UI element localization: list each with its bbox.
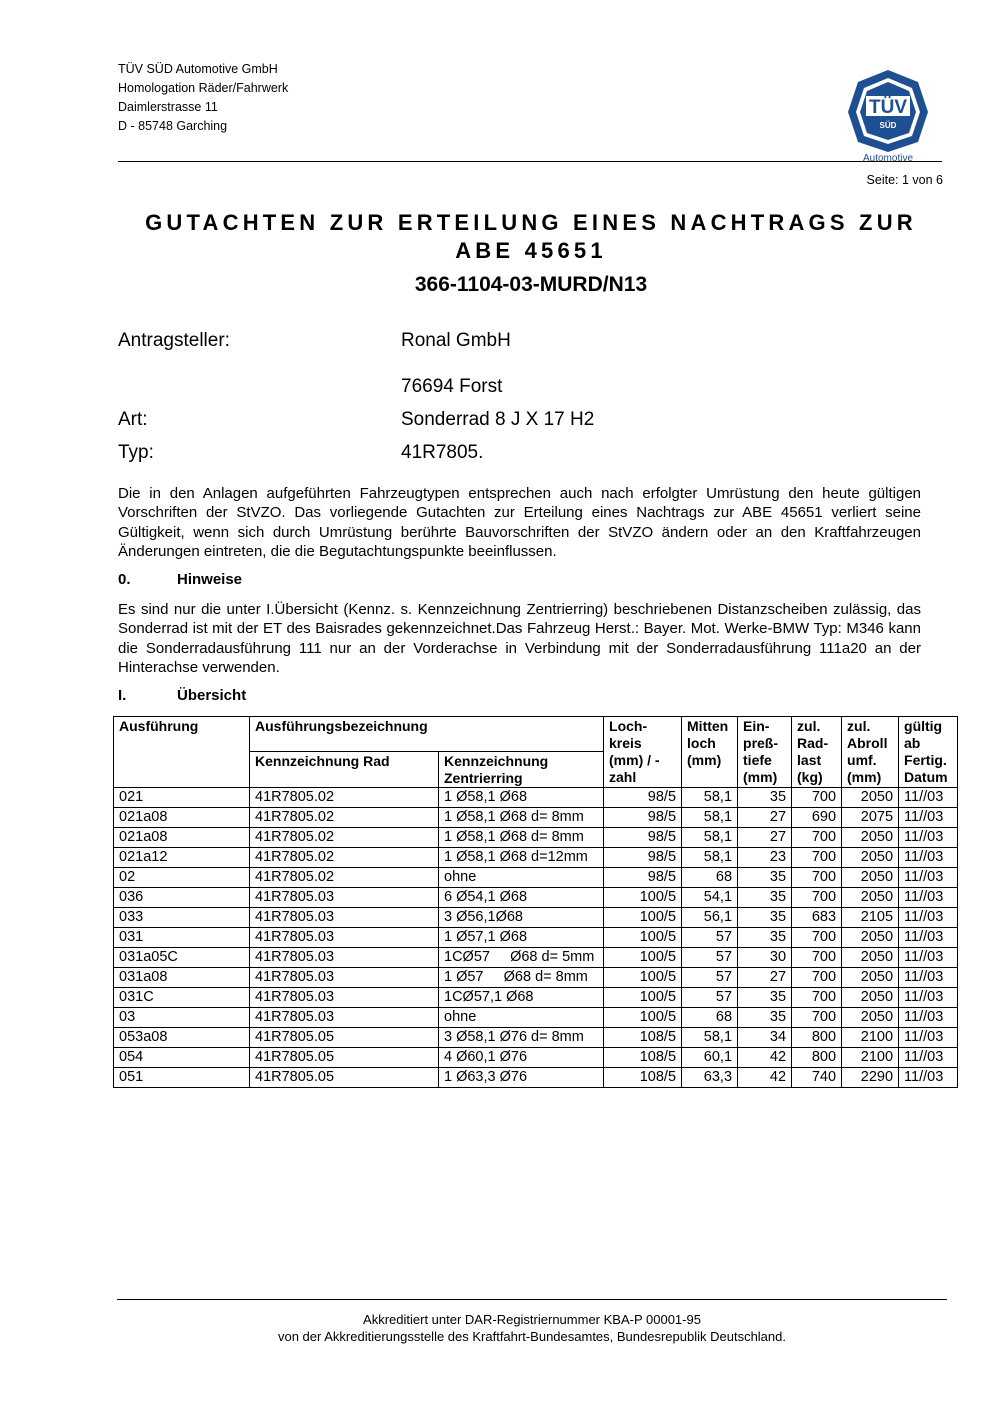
cell-mittenloch: 57: [682, 928, 738, 948]
cell-mittenloch: 54,1: [682, 888, 738, 908]
cell-radlast: 700: [792, 848, 842, 868]
col-header-gueltig: gültig ab Fertig. Datum: [899, 717, 958, 788]
cell-abrollumfang: 2050: [842, 868, 899, 888]
cell-kennz-zentrierring: 1CØ57 Ø68 d= 5mm: [439, 948, 604, 968]
cell-mittenloch: 57: [682, 968, 738, 988]
cell-kennz-rad: 41R7805.05: [250, 1068, 439, 1088]
cell-kennz-rad: 41R7805.02: [250, 848, 439, 868]
cell-einpresstiefe: 35: [738, 868, 792, 888]
cell-einpresstiefe: 34: [738, 1028, 792, 1048]
cell-abrollumfang: 2100: [842, 1028, 899, 1048]
col-header-radlast: zul. Rad- last (kg): [792, 717, 842, 788]
cell-einpresstiefe: 35: [738, 888, 792, 908]
cell-mittenloch: 57: [682, 988, 738, 1008]
cell-lochkreis: 100/5: [604, 1008, 682, 1028]
cell-kennz-zentrierring: 3 Ø56,1Ø68: [439, 908, 604, 928]
cell-kennz-rad: 41R7805.03: [250, 908, 439, 928]
cell-radlast: 700: [792, 968, 842, 988]
document-title: [118, 209, 944, 265]
cell-radlast: 700: [792, 948, 842, 968]
cell-abrollumfang: 2075: [842, 808, 899, 828]
table-body: [114, 788, 958, 1088]
cell-lochkreis: 98/5: [604, 828, 682, 848]
cell-kennz-zentrierring: 1 Ø63,3 Ø76: [439, 1068, 604, 1088]
cell-radlast: 700: [792, 888, 842, 908]
cell-ausfuehrung: 021a12: [114, 848, 250, 868]
cell-kennz-zentrierring: ohne: [439, 1008, 604, 1028]
col-header-kennz-zentrierring: Kennzeichnung Zentrierring: [439, 752, 604, 788]
cell-ausfuehrung: 053a08: [114, 1028, 250, 1048]
cell-mittenloch: 58,1: [682, 848, 738, 868]
cell-radlast: 740: [792, 1068, 842, 1088]
address-line: Daimlerstrasse 11: [118, 100, 218, 114]
cell-mittenloch: 58,1: [682, 788, 738, 808]
cell-einpresstiefe: 27: [738, 808, 792, 828]
col-header-mittenloch: Mitten loch (mm): [682, 717, 738, 788]
cell-abrollumfang: 2050: [842, 968, 899, 988]
col-header-kennz-rad: Kennzeichnung Rad: [250, 752, 439, 788]
cell-lochkreis: 98/5: [604, 808, 682, 828]
cell-kennz-zentrierring: 1 Ø57,1 Ø68: [439, 928, 604, 948]
cell-abrollumfang: 2050: [842, 988, 899, 1008]
intro-paragraph: Die in den Anlagen aufgeführten Fahrzeugtypen entsprechen auch nach erfolgter Umrüstung den heute gültigen Vorschriften der StVZO. Das vorliegende Gutachten zur Erteilung eines Nachtrags zur ABE 45651 verliert seine Gültigkeit, wenn sich durch Umrüstung berührte Bauvorschriften der StVZO ändern oder an den Kraftfahrzeugen Änderungen eintreten, die die Begutachtungspunkte beeinflussen.: [118, 485, 921, 560]
cell-kennz-rad: 41R7805.05: [250, 1028, 439, 1048]
cell-radlast: 683: [792, 908, 842, 928]
table-row: [114, 1028, 958, 1048]
cell-lochkreis: 100/5: [604, 928, 682, 948]
cell-kennz-zentrierring: 1 Ø58,1 Ø68 d= 8mm: [439, 808, 604, 828]
cell-kennz-rad: 41R7805.03: [250, 1008, 439, 1028]
cell-radlast: 800: [792, 1028, 842, 1048]
cell-gueltig: 11//03: [899, 968, 958, 988]
table-row: [114, 788, 958, 808]
section-title: Übersicht: [177, 687, 247, 704]
table-row: [114, 868, 958, 888]
cell-radlast: 700: [792, 788, 842, 808]
cell-kennz-rad: 41R7805.03: [250, 988, 439, 1008]
cell-gueltig: 11//03: [899, 1048, 958, 1068]
cell-einpresstiefe: 35: [738, 908, 792, 928]
cell-einpresstiefe: 23: [738, 848, 792, 868]
cell-gueltig: 11//03: [899, 868, 958, 888]
cell-radlast: 700: [792, 928, 842, 948]
footer-line-1: Akkreditiert unter DAR-Registriernummer KBA-P 00001-95: [363, 1312, 701, 1327]
table-row: [114, 928, 958, 948]
cell-ausfuehrung: 033: [114, 908, 250, 928]
cell-kennz-zentrierring: 1 Ø58,1 Ø68 d=12mm: [439, 848, 604, 868]
cell-einpresstiefe: 27: [738, 968, 792, 988]
cell-kennz-rad: 41R7805.03: [250, 948, 439, 968]
address-line: D - 85748 Garching: [118, 119, 228, 133]
cell-radlast: 690: [792, 808, 842, 828]
header-divider: [118, 161, 942, 162]
col-header-abrollumfang: zul. Abroll umf. (mm): [842, 717, 899, 788]
cell-lochkreis: 98/5: [604, 788, 682, 808]
cell-kennz-rad: 41R7805.02: [250, 868, 439, 888]
cell-mittenloch: 58,1: [682, 1028, 738, 1048]
cell-lochkreis: 100/5: [604, 908, 682, 928]
cell-mittenloch: 57: [682, 948, 738, 968]
cell-gueltig: 11//03: [899, 928, 958, 948]
cell-kennz-rad: 41R7805.05: [250, 1048, 439, 1068]
cell-mittenloch: 58,1: [682, 828, 738, 848]
address-line: TÜV SÜD Automotive GmbH: [118, 62, 278, 76]
cell-radlast: 700: [792, 828, 842, 848]
cell-abrollumfang: 2050: [842, 788, 899, 808]
table-row: [114, 808, 958, 828]
cell-lochkreis: 100/5: [604, 988, 682, 1008]
cell-kennz-rad: 41R7805.03: [250, 968, 439, 988]
cell-kennz-zentrierring: 1 Ø58,1 Ø68 d= 8mm: [439, 828, 604, 848]
document-number: 366-1104-03-MURD/N13: [414, 273, 648, 296]
table-row: [114, 848, 958, 868]
cell-kennz-zentrierring: 1 Ø57 Ø68 d= 8mm: [439, 968, 604, 988]
col-header-bezeichnung: Ausführungsbezeichnung: [250, 717, 604, 752]
cell-lochkreis: 100/5: [604, 948, 682, 968]
cell-radlast: 700: [792, 868, 842, 888]
cell-ausfuehrung: 051: [114, 1068, 250, 1088]
cell-einpresstiefe: 35: [738, 988, 792, 1008]
cell-lochkreis: 98/5: [604, 848, 682, 868]
tuev-sued-logo: [846, 68, 930, 164]
cell-mittenloch: 60,1: [682, 1048, 738, 1068]
cell-abrollumfang: 2290: [842, 1068, 899, 1088]
cell-einpresstiefe: 42: [738, 1068, 792, 1088]
cell-radlast: 700: [792, 988, 842, 1008]
cell-abrollumfang: 2050: [842, 1008, 899, 1028]
cell-gueltig: 11//03: [899, 788, 958, 808]
cell-ausfuehrung: 021a08: [114, 808, 250, 828]
cell-ausfuehrung: 031C: [114, 988, 250, 1008]
cell-gueltig: 11//03: [899, 1028, 958, 1048]
cell-mittenloch: 56,1: [682, 908, 738, 928]
cell-kennz-rad: 41R7805.03: [250, 928, 439, 948]
type-value: Sonderrad 8 J X 17 H2: [401, 409, 595, 430]
cell-lochkreis: 108/5: [604, 1048, 682, 1068]
section-number: I.: [118, 687, 127, 704]
section-number: 0.: [118, 571, 131, 588]
cell-kennz-rad: 41R7805.02: [250, 808, 439, 828]
type-label: Art:: [118, 409, 148, 430]
cell-abrollumfang: 2050: [842, 928, 899, 948]
cell-ausfuehrung: 03: [114, 1008, 250, 1028]
issuer-address: [118, 60, 288, 136]
cell-einpresstiefe: 35: [738, 928, 792, 948]
svg-text:Automotive: Automotive: [862, 153, 914, 164]
cell-gueltig: 11//03: [899, 1008, 958, 1028]
table-row: [114, 948, 958, 968]
cell-gueltig: 11//03: [899, 988, 958, 1008]
title-line-2: ABE 45651: [455, 238, 607, 263]
cell-einpresstiefe: 35: [738, 1008, 792, 1028]
title-line-1: GUTACHTEN ZUR ERTEILUNG EINES NACHTRAGS ZUR: [145, 210, 917, 235]
cell-gueltig: 11//03: [899, 828, 958, 848]
table-row: [114, 1068, 958, 1088]
cell-abrollumfang: 2050: [842, 888, 899, 908]
cell-ausfuehrung: 021a08: [114, 828, 250, 848]
cell-ausfuehrung: 031: [114, 928, 250, 948]
cell-gueltig: 11//03: [899, 888, 958, 908]
cell-ausfuehrung: 02: [114, 868, 250, 888]
cell-gueltig: 11//03: [899, 848, 958, 868]
page-number: Seite: 1 von 6: [866, 173, 943, 187]
cell-kennz-zentrierring: 1 Ø58,1 Ø68: [439, 788, 604, 808]
cell-ausfuehrung: 054: [114, 1048, 250, 1068]
address-line: Homologation Räder/Fahrwerk: [118, 81, 289, 95]
hinweise-paragraph: Es sind nur die unter I.Übersicht (Kennz. s. Kennzeichnung Zentrierring) beschriebenen Distanzscheiben zulässig, das Sonderrad ist mit der ET des Baisrades gekennzeichnet.Das Fahrzeug Herst.: Bayer. Mot. Werke-BMW Typ: M346 kann die Sonderradausführung 111 nur an der Vorderachse in Verbindung mit der Sonderradausführung 111a20 an der Hinterachse verwenden.: [118, 601, 921, 676]
cell-gueltig: 11//03: [899, 948, 958, 968]
footer-line-2: von der Akkreditierungsstelle des Kraftfahrt-Bundesamtes, Bundesrepublik Deutschland.: [277, 1329, 786, 1344]
cell-lochkreis: 108/5: [604, 1068, 682, 1088]
applicant-city: 76694 Forst: [401, 376, 503, 397]
cell-gueltig: 11//03: [899, 808, 958, 828]
cell-radlast: 700: [792, 1008, 842, 1028]
cell-lochkreis: 100/5: [604, 888, 682, 908]
cell-gueltig: 11//03: [899, 908, 958, 928]
cell-ausfuehrung: 031a05C: [114, 948, 250, 968]
cell-lochkreis: 108/5: [604, 1028, 682, 1048]
cell-kennz-zentrierring: 3 Ø58,1 Ø76 d= 8mm: [439, 1028, 604, 1048]
cell-einpresstiefe: 42: [738, 1048, 792, 1068]
cell-ausfuehrung: 036: [114, 888, 250, 908]
col-header-ausfuehrung: Ausführung: [114, 717, 250, 788]
applicant-name: Ronal GmbH: [401, 330, 511, 351]
table-row: [114, 908, 958, 928]
table-row: [114, 968, 958, 988]
cell-kennz-rad: 41R7805.02: [250, 788, 439, 808]
cell-ausfuehrung: 031a08: [114, 968, 250, 988]
cell-lochkreis: 100/5: [604, 968, 682, 988]
footer-divider: [117, 1299, 947, 1300]
cell-lochkreis: 98/5: [604, 868, 682, 888]
cell-einpresstiefe: 35: [738, 788, 792, 808]
cell-kennz-rad: 41R7805.03: [250, 888, 439, 908]
cell-gueltig: 11//03: [899, 1068, 958, 1088]
cell-kennz-zentrierring: 4 Ø60,1 Ø76: [439, 1048, 604, 1068]
cell-einpresstiefe: 27: [738, 828, 792, 848]
cell-abrollumfang: 2100: [842, 1048, 899, 1068]
model-label: Typ:: [118, 442, 154, 463]
cell-abrollumfang: 2050: [842, 828, 899, 848]
col-header-einpresstiefe: Ein- preß- tiefe (mm): [738, 717, 792, 788]
model-value: 41R7805.: [401, 442, 484, 463]
section-uebersicht-heading: [118, 687, 246, 704]
section-hinweise-heading: [118, 571, 242, 588]
applicant-label: Antragsteller:: [118, 330, 230, 351]
cell-kennz-zentrierring: 6 Ø54,1 Ø68: [439, 888, 604, 908]
cell-mittenloch: 68: [682, 1008, 738, 1028]
svg-text:SÜD: SÜD: [879, 121, 897, 130]
table-row: [114, 1048, 958, 1068]
cell-abrollumfang: 2105: [842, 908, 899, 928]
table-row: [114, 888, 958, 908]
table-row: [114, 828, 958, 848]
table-row: [114, 988, 958, 1008]
cell-mittenloch: 58,1: [682, 808, 738, 828]
svg-text:TÜV: TÜV: [869, 97, 907, 118]
cell-mittenloch: 63,3: [682, 1068, 738, 1088]
cell-kennz-zentrierring: 1CØ57,1 Ø68: [439, 988, 604, 1008]
cell-einpresstiefe: 30: [738, 948, 792, 968]
col-header-lochkreis: Loch- kreis (mm) / -zahl: [604, 717, 682, 788]
cell-abrollumfang: 2050: [842, 948, 899, 968]
cell-kennz-zentrierring: ohne: [439, 868, 604, 888]
cell-mittenloch: 68: [682, 868, 738, 888]
cell-abrollumfang: 2050: [842, 848, 899, 868]
table-row: [114, 1008, 958, 1028]
section-title: Hinweise: [177, 571, 243, 588]
wheel-overview-table: [113, 716, 958, 1088]
cell-kennz-rad: 41R7805.02: [250, 828, 439, 848]
cell-radlast: 800: [792, 1048, 842, 1068]
cell-ausfuehrung: 021: [114, 788, 250, 808]
